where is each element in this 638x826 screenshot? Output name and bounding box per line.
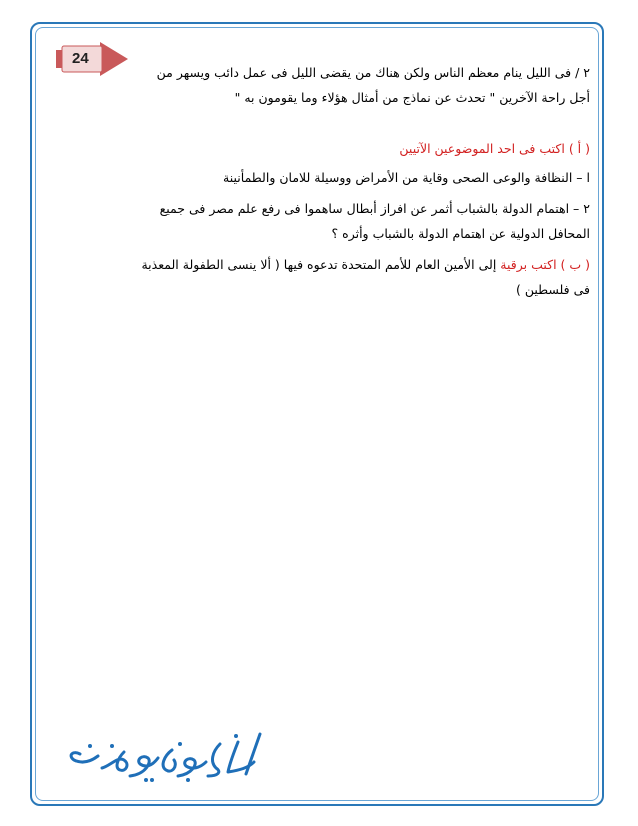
section-b-line-1 [50,252,590,277]
section-a-item-2-line-2: المحافل الدولية عن اهتمام الدولة بالشباب وأثره ؟ [331,226,590,241]
section-a-item-2-line-1: ٢ – اهتمام الدولة بالشباب أثمر عن افراز أبطال ساهموا فى رفع علم مصر فى جميع [159,201,590,216]
intro-line-2: أجل راحة الآخرين " تحدث عن نماذج من أمثال هؤلاء وما يقومون به " [234,90,590,105]
section-b-text: إلى الأمين العام للأمم المتحدة تدعوه فيها ( ألا ينسى الطفولة المعذبة [141,257,501,272]
handwritten-signature [60,722,280,792]
section-a-heading: ( أ ) اكتب فى احد الموضوعين الآتيين [399,141,590,156]
section-a-item-1: ا – النظافة والوعى الصحى وقاية من الأمراض ووسيلة للامان والطمأنينة [223,170,590,185]
intro-line-1: ٢ / فى الليل ينام معظم الناس ولكن هناك من يقضى الليل فى عمل دائب ويسهر من [156,65,590,80]
document-body [50,60,590,302]
section-b-label: ( ب ) اكتب برقية [500,257,590,272]
section-b-line-2: فى فلسطين ) [515,282,590,297]
page-number: 24 [72,50,89,67]
